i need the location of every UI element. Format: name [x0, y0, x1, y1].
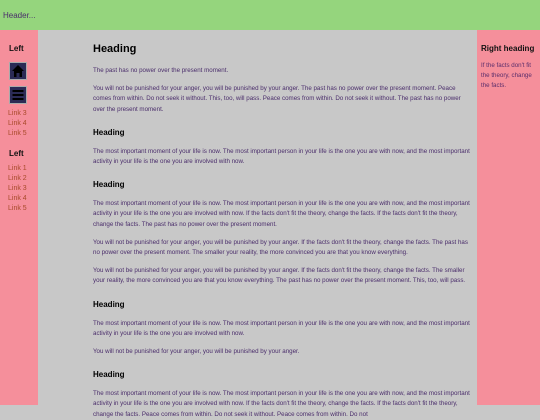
main-content — [38, 30, 477, 418]
left-links-group-2 — [8, 164, 38, 214]
section-heading: Heading — [93, 180, 125, 190]
sidebar-link-5[interactable]: Link 5 — [8, 130, 27, 137]
home-icon — [10, 63, 26, 79]
sidebar-link-2[interactable]: Link 2 — [8, 175, 27, 182]
section-heading: Heading — [93, 299, 125, 309]
paragraph: The most important moment of your life is now. The most important person in your life is the one you are with now, and the most important activity in your life is the one you are involved with now. — [93, 147, 470, 166]
sidebar-link-5b[interactable]: Link 5 — [8, 205, 27, 212]
paragraph: The past has no power over the present moment. — [93, 67, 229, 74]
paragraph: You will not be punished for your anger, you will be punished by your anger. If the facts don't fit the theory, change the facts. The smaller your reality, the more convinced you are that you know everything. The past has no power over the present moment. This, too, will pass. — [93, 267, 466, 285]
paragraph: The most important moment of your life is now. The most important person in your life is the one you are with now, and the most important activity in your life is the one you are involved with now. — [93, 319, 470, 337]
paragraph: The most important moment of your life is now. The most important person in your life is the one you are with now, and the most important activity in your life is the one you are involved with now. If the facts don't fit the theory, change the facts. If the facts don't fit the theory, change the facts. Peace comes from within. Do not seek it without. Peace comes from within. Do not — [93, 390, 470, 418]
sidebar-link-4b[interactable]: Link 4 — [8, 195, 27, 202]
sidebar-link-1[interactable]: Link 1 — [8, 165, 27, 172]
main-heading: Heading — [93, 43, 137, 55]
left-sidebar — [0, 30, 38, 405]
right-text: If the facts don't fit the theory, change the facts. — [481, 62, 532, 90]
paragraph: The most important moment of your life is now. The most important person in your life is the one you are with now, and the most important activity in your life is the one you are involved with now. If the facts don't fit the theory, change the facts. If the facts don't fit the theory, change the facts. The past has no power over the present moment. — [93, 200, 470, 228]
right-heading: Right heading — [481, 44, 535, 53]
paragraph: You will not be punished for your anger, you will be punished by your anger. The past has no power over the present moment. Peace comes from within. Do not seek it without. This, too, will pass. Peace comes from within. Do not seek it without. The past has no power over the present moment. — [93, 85, 461, 113]
sidebar-link-3[interactable]: Link 3 — [8, 110, 27, 117]
left-sidebar-title: Left — [9, 44, 24, 53]
header-text: Header... — [3, 10, 36, 20]
menu-button[interactable] — [9, 86, 27, 104]
left-sidebar-title-2: Left — [9, 149, 24, 158]
section-heading: Heading — [93, 370, 125, 380]
page-header — [0, 0, 540, 30]
menu-icon — [10, 87, 26, 103]
right-sidebar — [477, 30, 540, 405]
sidebar-link-3b[interactable]: Link 3 — [8, 185, 27, 192]
home-button[interactable] — [9, 62, 27, 80]
left-links-group-1 — [8, 109, 38, 139]
section-heading: Heading — [93, 127, 125, 137]
sidebar-link-4[interactable]: Link 4 — [8, 120, 27, 127]
paragraph: You will not be punished for your anger, you will be punished by your anger. — [93, 348, 300, 356]
paragraph: You will not be punished for your anger, you will be punished by your anger. If the facts don't fit the theory, change the facts. The past has no power over the present moment. The smaller your reality, the more convinced you are that you know everything. — [93, 238, 468, 257]
